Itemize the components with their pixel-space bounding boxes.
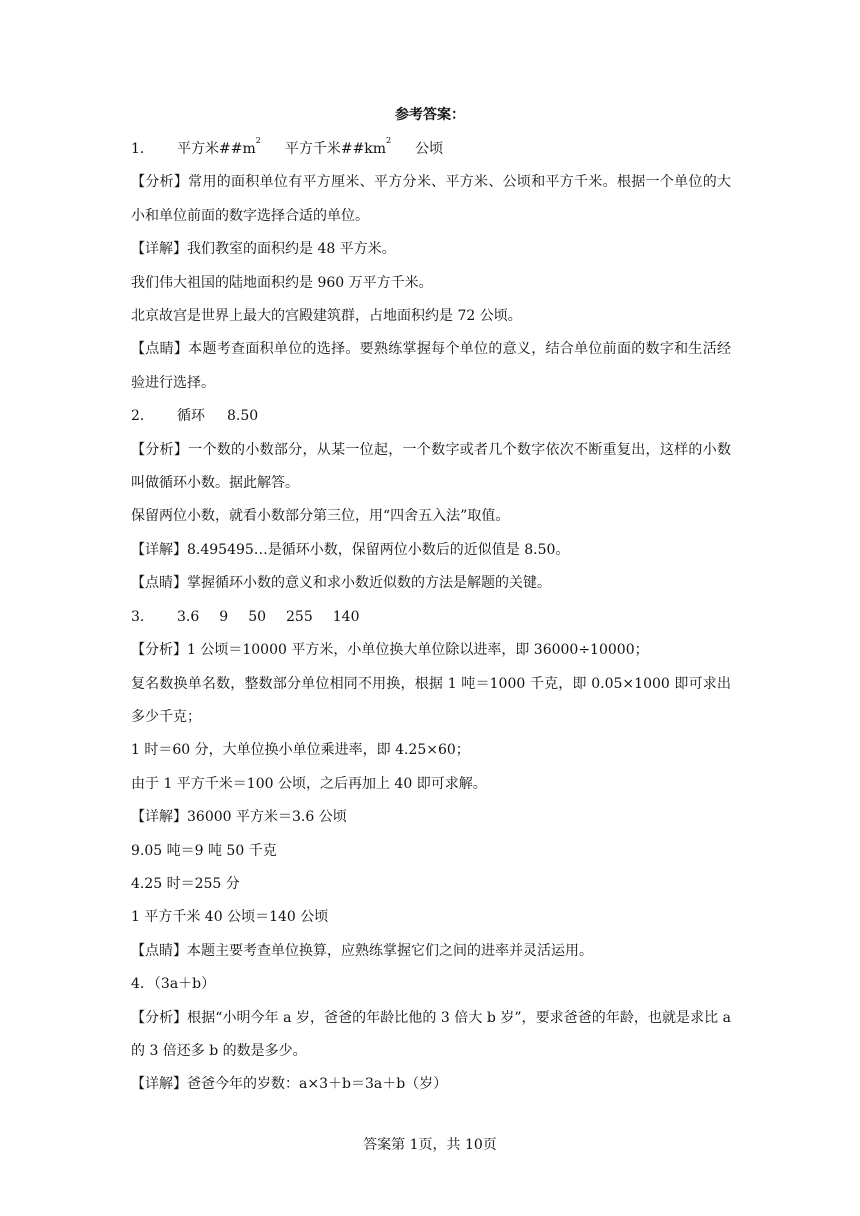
- q2-number: 2．: [131, 408, 154, 425]
- q1-analysis: 【分析】常用的面积单位有平方厘米、平方分米、平方米、公顷和平方千米。根据一个单位的大小和单位前面的数字选择合适的单位。: [131, 174, 731, 224]
- q3-detail-3: 4.25 时＝255 分: [131, 875, 240, 892]
- page-title: 参考答案：: [395, 107, 465, 123]
- q1-detail-2: 我们伟大祖国的陆地面积约是 960 万平方千米。: [131, 274, 433, 291]
- q3-answer-2: 9: [219, 608, 229, 625]
- q4-heading: 4．（3a＋b）: [131, 976, 216, 993]
- q3-analysis: 【分析】1 公顷＝10000 平方米，小单位换大单位除以进率，即 36000÷10000；: [131, 642, 649, 659]
- q1-answer-3: 公顷: [415, 141, 444, 157]
- q3-answer-4: 255: [286, 608, 313, 625]
- q3-answer-line: [131, 601, 731, 634]
- q1-comment: 【点睛】本题考查面积单位的选择。要熟练掌握每个单位的意义，结合单位前面的数字和生活经验进行选择。: [131, 341, 731, 391]
- page-footer: 答案第 1页，共 10页: [363, 1137, 497, 1153]
- q3-detail: 【详解】36000 平方米＝3.6 公顷: [131, 809, 347, 826]
- q3-number: 3．: [131, 608, 154, 625]
- q2-answer-2: 8.50: [227, 408, 259, 425]
- q1-answer-1: 平方米$\#\#m^2$: [177, 136, 261, 157]
- q3-analysis-3: 1 时＝60 分，大单位换小单位乘进率，即 4.25×60；: [131, 742, 470, 759]
- answer-content: [131, 133, 731, 1102]
- q2-analysis: 【分析】一个数的小数部分，从某一位起，一个数字或者几个数字依次不断重复出，这样的小数叫做循环小数。据此解答。: [131, 441, 731, 492]
- q1-number: 1．: [131, 141, 154, 157]
- q3-analysis-2: 复名数换单名数，整数部分单位相同不用换，根据 1 吨＝1000 千克，即 0.05×1000 即可求出多少千克；: [131, 675, 731, 725]
- q2-answer-line: [131, 400, 731, 433]
- q3-answer-3: 50: [248, 608, 267, 625]
- q2-detail: 【详解】8.495495…是循环小数，保留两位小数后的近似值是 8.50。: [131, 541, 570, 558]
- q1-answer-1-superscript: 2: [255, 136, 261, 145]
- q2-comment: 【点睛】掌握循环小数的意义和求小数近似数的方法是解题的关键。: [131, 575, 551, 592]
- q3-answer-5: 140: [332, 608, 360, 625]
- q3-detail-2: 9.05 吨＝9 吨 50 千克: [131, 842, 277, 859]
- q1-answer-2-superscript: 2: [386, 136, 392, 145]
- q3-answer-1: 3.6: [177, 608, 200, 625]
- q2-analysis-2: 保留两位小数，就看小数部分第三位，用“四舍五入法”取值。: [131, 508, 510, 525]
- q3-comment: 【点睛】本题主要考查单位换算，应熟练掌握它们之间的进率并灵活运用。: [131, 942, 593, 959]
- q3-analysis-4: 由于 1 平方千米＝100 公顷，之后再加上 40 即可求解。: [131, 775, 487, 792]
- q1-detail: 【详解】我们教室的面积约是 48 平方米。: [131, 241, 396, 258]
- q2-answer-1: 循环: [177, 408, 205, 425]
- q3-detail-4: 1 平方千米 40 公顷＝140 公顷: [131, 909, 329, 926]
- q1-detail-3: 北京故宫是世界上最大的宫殿建筑群，占地面积约是 72 公顷。: [131, 308, 522, 325]
- q4-detail: 【详解】爸爸今年的岁数：a×3＋b＝3a＋b（岁）: [131, 1076, 448, 1093]
- q1-answer-2: 平方千米$\#\#km^2$: [284, 136, 392, 157]
- q1-answer-line: [131, 133, 731, 166]
- q4-analysis: 【分析】根据“小明今年 a 岁，爸爸的年龄比他的 3 倍大 b 岁”，要求爸爸的年龄，也就是求比 a 的 3 倍还多 b 的数是多少。: [131, 1009, 731, 1059]
